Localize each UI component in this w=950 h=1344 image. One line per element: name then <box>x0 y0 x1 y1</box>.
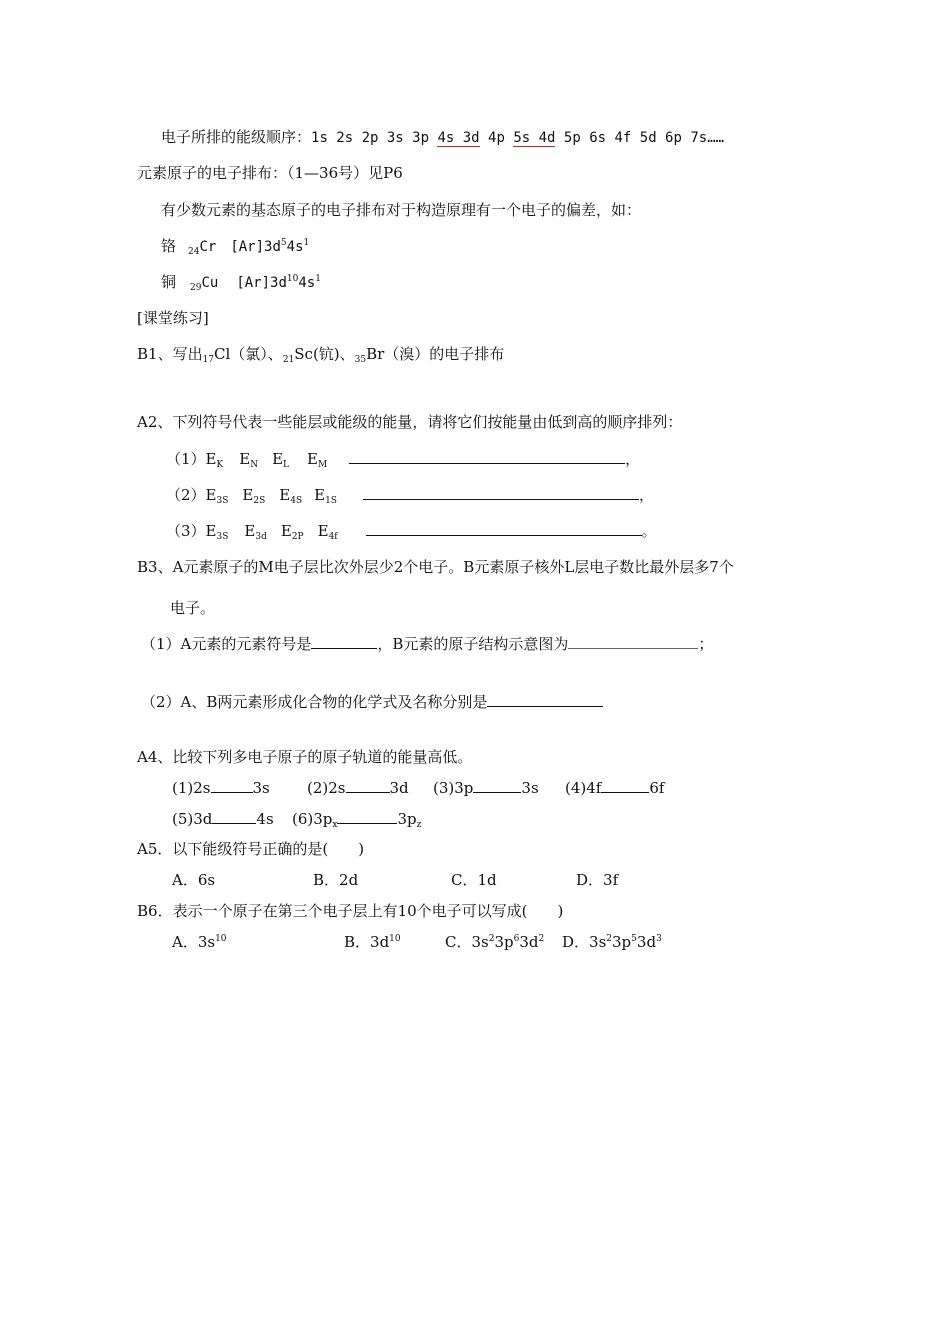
energy-order-label: 电子所排的能级顺序： <box>161 128 312 146</box>
answer-blank[interactable] <box>211 778 253 793</box>
orbital-left: (1)2s <box>172 779 211 797</box>
orbital-subscript: z <box>416 820 422 830</box>
energy-subscript: 3d <box>255 532 267 542</box>
energy-order-underlined-1: 4s 3d <box>437 130 480 146</box>
row-end-punct: ， <box>625 450 641 468</box>
energy-subscript: L <box>283 460 289 470</box>
question-a4-stem: A4、比较下列多电子原子的原子轨道的能量高低。 <box>137 748 473 766</box>
orbital-right: 3p <box>397 810 417 828</box>
copper-config <box>161 272 321 293</box>
energy-symbol: E <box>205 522 217 540</box>
electron-count: 1 <box>315 274 321 284</box>
option-text: 3d <box>636 933 657 951</box>
orbital-left: (3)3p <box>433 779 474 797</box>
option-text: 3d <box>519 933 539 951</box>
energy-symbol: E <box>205 450 217 468</box>
electron-count: 2 <box>606 934 613 944</box>
electron-count: 5 <box>631 934 637 944</box>
orbital-right: 3d <box>389 779 409 797</box>
a4-item-4 <box>565 778 664 798</box>
row-number: （3） <box>166 522 206 540</box>
element-symbol: Cr <box>199 239 217 255</box>
energy-symbol: E <box>239 450 251 468</box>
a5-option-b[interactable]: B．2d <box>313 871 359 889</box>
option-text: 3p <box>612 933 632 951</box>
energy-subscript: M <box>317 460 328 470</box>
b3-question-1 <box>141 634 713 654</box>
energy-symbol: E <box>205 486 217 504</box>
row-number: （1） <box>166 450 206 468</box>
a2-row-3 <box>166 521 657 541</box>
electron-count: 3 <box>656 934 662 944</box>
energy-subscript: 4f <box>328 532 338 542</box>
option-text: C．3s <box>445 933 489 951</box>
answer-blank[interactable] <box>568 634 698 649</box>
energy-subscript: 1S <box>325 496 337 506</box>
a5-option-a[interactable]: A．6s <box>172 871 216 889</box>
energy-subscript: 2P <box>291 532 304 542</box>
orbital-right: 4s <box>256 810 274 828</box>
config-reference: 元素原子的电子排布：（1—36号）见P6 <box>137 164 403 182</box>
row-end-punct: 。 <box>641 522 657 540</box>
option-text: B．3d <box>344 933 390 951</box>
element-name: 铜 <box>161 273 177 291</box>
exception-note: 有少数元素的基态原子的电子排布对于构造原理有一个电子的偏差，如： <box>161 201 642 219</box>
config-part: 4s <box>298 275 316 291</box>
electron-count: 6 <box>513 934 520 944</box>
option-text: D．3s <box>562 933 607 951</box>
atomic-number: 24 <box>188 247 200 257</box>
energy-subscript: 3S <box>216 532 229 542</box>
config-part: [Ar]3d <box>230 239 281 255</box>
chromium-config <box>161 236 309 257</box>
orbital-right: 3s <box>252 779 270 797</box>
practice-header: [课堂练习] <box>137 309 209 327</box>
question-b1 <box>137 344 504 364</box>
energy-symbol: E <box>242 486 254 504</box>
a2-row-1 <box>166 449 640 469</box>
energy-subscript: 2S <box>253 496 266 506</box>
orbital-left: (5)3d <box>172 810 213 828</box>
energy-subscript: 3S <box>216 496 229 506</box>
a2-row-2 <box>166 485 654 505</box>
b3-q2-text: （2）A、B两元素形成化合物的化学式及名称分别是 <box>141 693 488 711</box>
orbital-left: (6)3p <box>292 810 333 828</box>
energy-subscript: N <box>250 460 259 470</box>
electron-count: 10 <box>286 274 299 284</box>
b6-option-c[interactable] <box>445 932 544 952</box>
answer-blank[interactable] <box>346 778 390 793</box>
a5-option-d[interactable]: D．3f <box>576 871 619 889</box>
answer-blank[interactable] <box>363 485 639 500</box>
row-end-punct: ； <box>698 635 714 653</box>
energy-order-seq-b: 5p 6s 4f 5d 6p 7s…… <box>555 130 725 146</box>
energy-order-mid: 4p <box>479 130 514 146</box>
atomic-number: 17 <box>202 355 215 365</box>
a5-option-c[interactable]: C．1d <box>451 871 497 889</box>
atomic-number: 29 <box>190 283 202 293</box>
energy-symbol: E <box>280 522 292 540</box>
answer-blank[interactable] <box>473 778 521 793</box>
electron-count: 10 <box>389 934 401 944</box>
question-b6-stem: B6．表示一个原子在第三个电子层上有10个电子可以写成( ) <box>137 902 564 920</box>
element-symbol: Cu <box>201 275 219 291</box>
element-name: 铬 <box>161 237 177 255</box>
b1-element: Sc(钪)、 <box>294 345 355 363</box>
electron-count: 2 <box>538 934 545 944</box>
answer-blank[interactable] <box>487 692 603 707</box>
energy-symbol: E <box>279 486 291 504</box>
answer-blank[interactable] <box>311 634 377 649</box>
orbital-left: (2)2s <box>307 779 346 797</box>
atomic-number: 21 <box>282 355 295 365</box>
config-part: [Ar]3d <box>236 275 287 291</box>
row-number: （2） <box>166 486 206 504</box>
question-b3-stem-cont: 电子。 <box>170 599 216 617</box>
a4-item-6 <box>292 809 421 829</box>
energy-symbol: E <box>272 450 284 468</box>
orbital-right: 3s <box>521 779 539 797</box>
energy-subscript: K <box>216 460 224 470</box>
answer-blank[interactable] <box>337 809 397 824</box>
energy-symbol: E <box>307 450 318 468</box>
b3-q1-text: ，B元素的原子结构示意图为 <box>377 635 569 653</box>
answer-blank[interactable] <box>349 449 625 464</box>
energy-order-seq-a: 1s 2s 2p 3s 3p <box>311 130 438 146</box>
answer-blank[interactable] <box>212 809 256 824</box>
b3-question-2 <box>141 692 603 712</box>
a4-item-5 <box>172 809 274 829</box>
option-text: 3p <box>494 933 514 951</box>
question-b3-stem: B3、A元素原子的M电子层比次外层少2个电子。B元素原子核外L层电子数比最外层多7个 <box>137 558 734 576</box>
b6-option-a[interactable] <box>172 932 227 952</box>
option-text: A．3s <box>172 933 216 951</box>
a4-item-1 <box>172 778 270 798</box>
electron-count: 1 <box>303 238 310 248</box>
orbital-left: (4)4f <box>565 779 602 797</box>
answer-blank[interactable] <box>366 521 642 536</box>
energy-order-line <box>161 127 724 148</box>
electron-count: 10 <box>215 934 227 944</box>
orbital-subscript: x <box>332 820 338 830</box>
b1-element: Br（溴）的电子排布 <box>366 345 505 363</box>
electron-count: 2 <box>488 934 495 944</box>
a4-item-2 <box>307 778 409 798</box>
energy-subscript: 4S <box>290 496 303 506</box>
atomic-number: 35 <box>354 355 367 365</box>
electron-count: 5 <box>280 238 287 248</box>
b1-prefix: B1、写出 <box>137 345 203 363</box>
energy-symbol: E <box>244 522 256 540</box>
energy-symbol: E <box>317 522 329 540</box>
question-a5-stem: A5．以下能级符号正确的是( ) <box>137 840 365 858</box>
energy-order-underlined-2: 5s 4d <box>513 130 556 146</box>
b6-option-d[interactable] <box>562 932 662 952</box>
config-part: 4s <box>286 239 304 255</box>
b6-option-b[interactable] <box>344 932 401 952</box>
answer-blank[interactable] <box>601 778 649 793</box>
orbital-right: 6f <box>649 779 665 797</box>
row-end-punct: ， <box>638 486 654 504</box>
a4-item-3 <box>433 778 539 798</box>
energy-symbol: E <box>314 486 326 504</box>
question-a2-stem: A2、下列符号代表一些能层或能级的能量，请将它们按能量由低到高的顺序排列： <box>137 413 683 431</box>
b1-element: Cl（氯）、 <box>214 345 283 363</box>
b3-q1-text: （1）A元素的元素符号是 <box>141 635 312 653</box>
